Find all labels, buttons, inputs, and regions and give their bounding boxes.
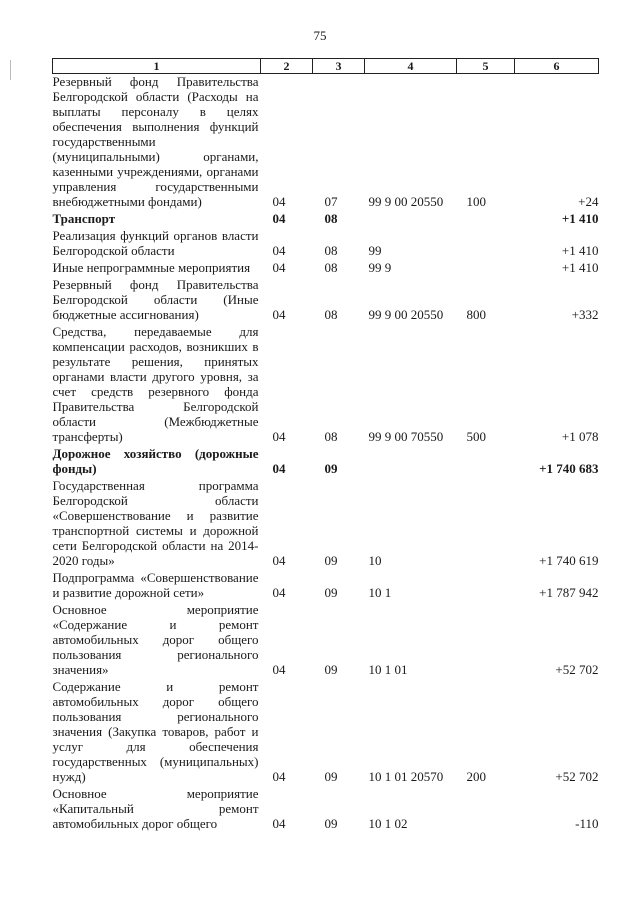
budget-table-wrapper bbox=[52, 58, 598, 833]
row-amount: +1 740 683 bbox=[539, 461, 599, 476]
page-number: 75 bbox=[313, 28, 327, 43]
row-description: Реализация функций органов власти Белгородской области bbox=[52, 228, 259, 258]
row-target-article: 99 bbox=[368, 243, 382, 258]
row-section-code: 04 bbox=[272, 194, 286, 209]
row-subsection-code: 09 bbox=[324, 553, 338, 568]
row-subsection-code: 09 bbox=[324, 662, 338, 677]
row-amount: +52 702 bbox=[555, 769, 599, 784]
table-row bbox=[53, 602, 599, 679]
row-section-code: 04 bbox=[272, 260, 286, 275]
row-section-code: 04 bbox=[272, 461, 286, 476]
row-expense-type: 800 bbox=[466, 307, 486, 322]
row-expense-type: 500 bbox=[466, 429, 486, 444]
row-description: Транспорт bbox=[52, 211, 116, 226]
row-section-code: 04 bbox=[272, 307, 286, 322]
row-target-article: 10 bbox=[368, 553, 382, 568]
row-section-code: 04 bbox=[272, 816, 286, 831]
row-section-code: 04 bbox=[272, 211, 286, 226]
row-description: Основное мероприятие «Капитальный ремонт автомобильных дорог общего bbox=[52, 786, 259, 831]
table-row bbox=[53, 478, 599, 570]
row-section-code: 04 bbox=[272, 769, 286, 784]
row-expense-type bbox=[457, 786, 515, 833]
row-section-code: 04 bbox=[272, 585, 286, 600]
row-target-article: 99 9 bbox=[368, 260, 392, 275]
row-expense-type bbox=[457, 260, 515, 277]
row-description: Средства, передаваемые для компенсации расходов, возникших в результате решения, принятых органами власти другого уровня, за счет средств резервного фонда Правительства Белгородской области (Межбюджетные трансферты) bbox=[52, 324, 259, 444]
table-row bbox=[53, 324, 599, 446]
row-description: Содержание и ремонт автомобильных дорог общего пользования регионального значения (Закупка товаров, работ и услуг для обеспечения государственных (муниципальных) нужд) bbox=[52, 679, 259, 784]
row-subsection-code: 08 bbox=[324, 307, 338, 322]
row-target-article: 99 9 00 20550 bbox=[368, 307, 444, 322]
scan-margin-mark bbox=[10, 60, 11, 80]
table-row bbox=[53, 679, 599, 786]
row-expense-type bbox=[457, 570, 515, 602]
row-expense-type bbox=[457, 446, 515, 478]
row-expense-type: 200 bbox=[466, 769, 486, 784]
row-description: Подпрограмма «Совершенствование и развитие дорожной сети» bbox=[52, 570, 259, 600]
row-target-article: 10 1 02 bbox=[368, 816, 408, 831]
table-row bbox=[53, 446, 599, 478]
row-expense-type bbox=[457, 228, 515, 260]
row-description: Иные непрограммные мероприятия bbox=[52, 260, 251, 275]
row-subsection-code: 09 bbox=[324, 769, 338, 784]
row-amount: +1 410 bbox=[561, 211, 599, 226]
row-description: Государственная программа Белгородской области «Совершенствование и развитие транспортной системы и дорожной сети Белгородской области на 2014-2020 годы» bbox=[52, 478, 259, 568]
row-subsection-code: 09 bbox=[324, 816, 338, 831]
table-row bbox=[53, 211, 599, 228]
row-subsection-code: 09 bbox=[324, 585, 338, 600]
row-expense-type bbox=[457, 478, 515, 570]
table-header bbox=[53, 59, 599, 74]
row-description: Резервный фонд Правительства Белгородской области (Иные бюджетные ассигнования) bbox=[52, 277, 259, 322]
header-col-6: 6 bbox=[515, 59, 599, 74]
row-amount: +1 787 942 bbox=[539, 585, 599, 600]
row-section-code: 04 bbox=[272, 553, 286, 568]
table-row bbox=[53, 228, 599, 260]
row-target-article: 99 9 00 20550 bbox=[368, 194, 444, 209]
row-target-article bbox=[365, 211, 457, 228]
row-amount: +332 bbox=[571, 307, 599, 322]
row-subsection-code: 09 bbox=[324, 461, 338, 476]
row-section-code: 04 bbox=[272, 662, 286, 677]
row-target-article bbox=[365, 446, 457, 478]
row-subsection-code: 08 bbox=[324, 260, 338, 275]
table-row bbox=[53, 74, 599, 212]
row-expense-type: 100 bbox=[466, 194, 486, 209]
table-row bbox=[53, 570, 599, 602]
row-expense-type bbox=[457, 602, 515, 679]
row-subsection-code: 08 bbox=[324, 429, 338, 444]
row-amount: -110 bbox=[575, 816, 599, 831]
row-subsection-code: 08 bbox=[324, 243, 338, 258]
row-amount: +52 702 bbox=[555, 662, 599, 677]
header-col-5: 5 bbox=[457, 59, 515, 74]
row-target-article: 10 1 01 20570 bbox=[368, 769, 444, 784]
row-target-article: 10 1 01 bbox=[368, 662, 408, 677]
budget-table bbox=[52, 58, 599, 833]
row-subsection-code: 08 bbox=[324, 211, 338, 226]
table-body bbox=[53, 74, 599, 834]
row-amount: +1 078 bbox=[561, 429, 599, 444]
header-col-2: 2 bbox=[261, 59, 313, 74]
header-col-3: 3 bbox=[313, 59, 365, 74]
header-col-4: 4 bbox=[365, 59, 457, 74]
row-section-code: 04 bbox=[272, 429, 286, 444]
row-amount: +24 bbox=[578, 194, 599, 209]
row-section-code: 04 bbox=[272, 243, 286, 258]
row-target-article: 99 9 00 70550 bbox=[368, 429, 444, 444]
table-row bbox=[53, 786, 599, 833]
table-row bbox=[53, 277, 599, 324]
row-amount: +1 740 619 bbox=[539, 553, 599, 568]
row-description: Резервный фонд Правительства Белгородской области (Расходы на выплаты персоналу в целях обеспечения выполнения функций государственными (муниципальными) органами, казенными учреждениями, органами управления государственными внебюджетными фондами) bbox=[52, 74, 259, 209]
row-expense-type bbox=[457, 211, 515, 228]
row-subsection-code: 07 bbox=[324, 194, 338, 209]
row-amount: +1 410 bbox=[561, 260, 599, 275]
row-target-article: 10 1 bbox=[368, 585, 392, 600]
row-description: Основное мероприятие «Содержание и ремонт автомобильных дорог общего пользования регионального значения» bbox=[52, 602, 259, 677]
row-amount: +1 410 bbox=[561, 243, 599, 258]
row-description: Дорожное хозяйство (дорожные фонды) bbox=[52, 446, 259, 476]
table-row bbox=[53, 260, 599, 277]
header-col-1: 1 bbox=[53, 59, 261, 74]
header-row bbox=[53, 59, 599, 74]
